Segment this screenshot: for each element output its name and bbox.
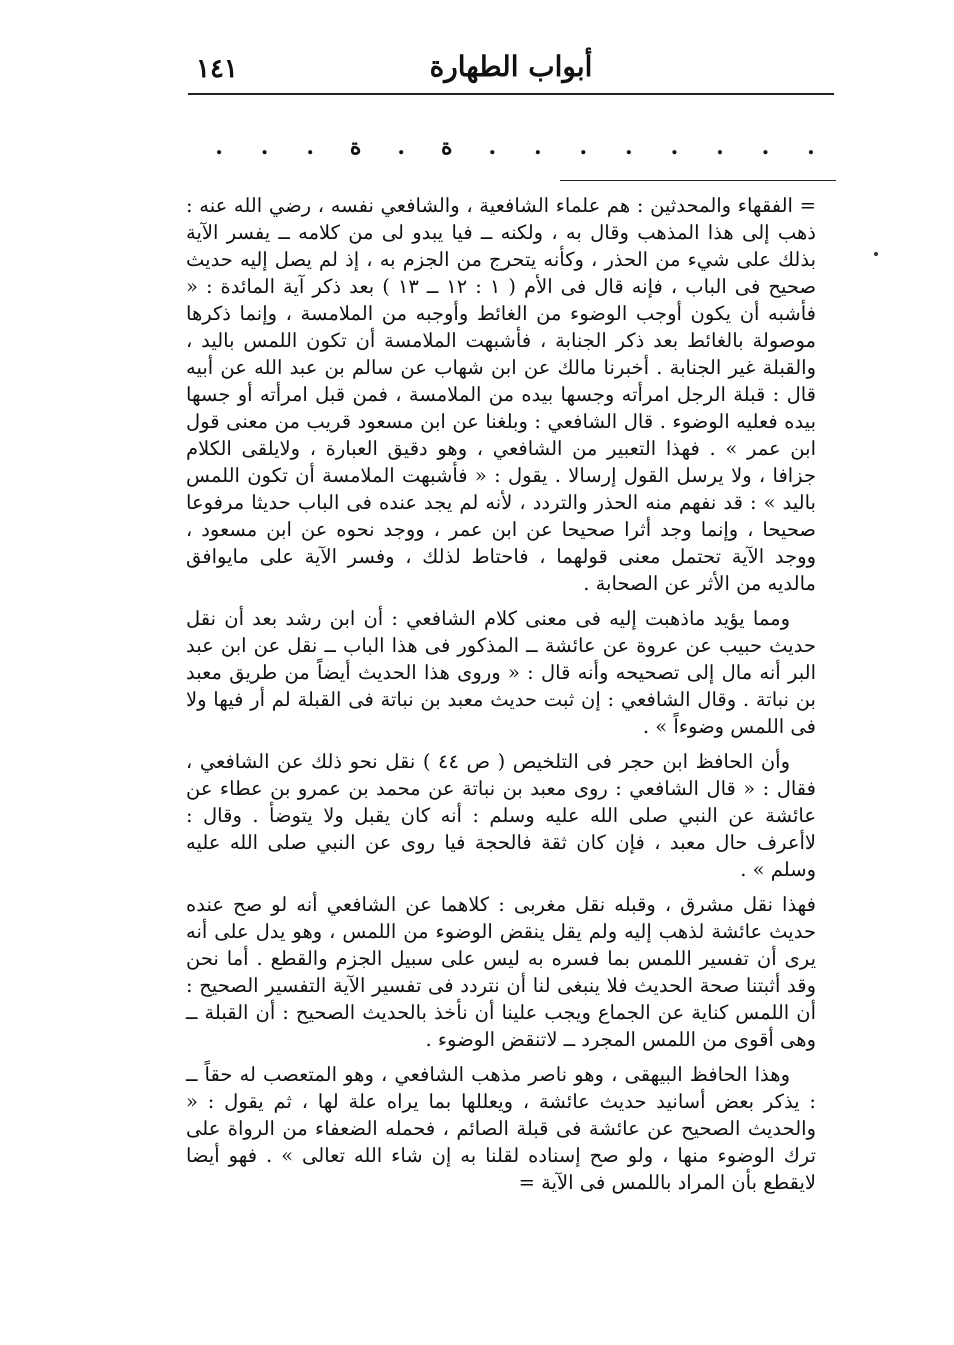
- separator-dot: .: [306, 134, 314, 160]
- separator-dot: ة: [349, 134, 362, 160]
- scan-speck: [874, 252, 878, 256]
- page-number: ١٤١: [196, 54, 238, 84]
- separator-dot: .: [625, 134, 633, 160]
- separator-dot: .: [215, 134, 223, 160]
- separator-dot: .: [260, 134, 269, 160]
- separator-dot: .: [579, 134, 588, 160]
- separator-dot: .: [761, 134, 770, 160]
- paragraph: ومما يؤيد ماذهبت إليه فى معنى كلام الشافعي : أن ابن رشد بعد أن نقل حديث حبيب عن عروة عن عائشة ــ المذكور فى هذا الباب ــ نقل عن ابن عبد البر أنه مال إلى تصحيحه وأنه قال : « وروى هذا الحديث أيضاً من طريق معبد بن نباتة . وقال الشافعي : إن ثبت حديث معبد بن نباتة فى القبلة لم أر فيها ولا فى اللمس وضوءاً » .: [186, 607, 816, 738]
- separator-dot: .: [716, 134, 724, 160]
- separator-dot: .: [488, 134, 497, 160]
- header-rule: [188, 93, 834, 95]
- paragraph: فهذا نقل مشرق ، وقبله نقل مغربى : كلاهما عن الشافعي أنه لو صح عنده حديث عائشة لذهب إليه ولم يقل ينقض الوضوء من اللمس ، وهو يدل على أنه يرى أن تفسير اللمس بما فسره به ليس على سبيل الجزم والقطع . أما نحن وقد أثبتنا صحة الحديث فلا ينبغى لنا أن نتردد فى تفسير الآية التفسير الصحيح : أن اللمس كناية عن الجماع ويجب علينا أن نأخذ بالحديث الصحيح : أن القبلة ــ وهى أقوى من اللمس المجرد ــ لاتنقض الوضوء .: [186, 893, 816, 1051]
- footnote-rule: [560, 180, 836, 181]
- paragraph: وهذا الحافظ البيهقى ، وهو ناصر مذهب الشافعي ، وهو المتعصب له حقاً ــ : يذكر بعض أسانيد حديث عائشة ، ويعللها بما يراه علة لها ، ثم يقول : « والحديث الصحيح عن عائشة فى قبلة الصائم ، فحمله الضعفاء من الرواة على ترك الوضوء منها ، ولو صح إسناده لقلنا به إن شاء الله تعالى » . فهو أيضا لايقطع بأن المراد باللمس فى الآية =: [186, 1063, 816, 1194]
- page-header: [188, 48, 834, 92]
- page-title: أبواب الطهارة: [429, 50, 593, 83]
- separator-dot: .: [670, 134, 679, 160]
- separator-dots: [210, 134, 820, 160]
- paragraph: = الفقهاء والمحدثين : هم علماء الشافعية ، والشافعي نفسه ، رضي الله عنه : ذهب إلى هذا المذهب وقال به ، ولكنه ــ فيا يبدو لى من كلامه ــ يفسر الآية بذلك على شيء من الحذر ، وكأنه يتحرج من الجزم به ، إذ لم يصل إليه حديث صحيح فى الباب ، فإنه قال فى الأم ( ١ : ١٢ ــ ١٣ ) بعد ذكر آية المائدة : « فأشبه أن يكون أوجب الوضوء من الغائط وأوجبه من الملامسة ، وإنما ذكرها موصولة بالغائط بعد ذكر الجنابة ، فأشبهت الملامسة أن تكون اللمس باليد ، والقبلة غير الجنابة . أخبرنا مالك عن ابن شهاب عن سالم بن عبد الله عن أبيه قال : قبلة الرجل امرأته وجسها بيده من الملامسة ، فمن قبل امرأته أو جسها بيده فعليه الوضوء . قال الشافعي : وبلغنا عن ابن مسعود قريب من معنى قول ابن عمر » . فهذا التعبير من الشافعي ، وهو دقيق العبارة ، ولايلقى الكلام جزافا ، ولا يرسل القول إرسالا . يقول : « فأشبهت الملامسة أن تكون اللمس باليد » : قد نفهم منه الحذر والتردد ، لأنه لم يجد عنده فى الباب حديثا مرفوعا صحيحا ، وإنما وجد أثرا صحيحا عن ابن عمر ، ووجد نحوه عن ابن مسعود ، ووجد الآية تحتمل معنى قولهما ، فاحتاط لذلك ، وفسر الآية على مايوافق مالديه من الأثر عن الصحابة .: [186, 194, 817, 595]
- separator-dot: .: [533, 134, 542, 160]
- separator-dot: ة: [440, 134, 453, 160]
- paragraph: وأن الحافظ ابن حجر فى التلخيص ( ص ٤٤ ) نقل نحو ذلك عن الشافعي ، فقال : « قال الشافعي : روى معبد بن نباتة عن محمد بن عمرو بن عطاء عن عائشة عن النبي صلى الله عليه وسلم : أنه كان يقبل ولا يتوضأ . وقال : لاأعرف حال معبد ، فإن كان ثقة فالحجة فيا روى عن النبي صلى الله عليه وسلم » .: [186, 750, 816, 881]
- separator-dot: .: [397, 134, 406, 160]
- separator-dot: .: [807, 134, 815, 160]
- footnote-text: [186, 192, 816, 1204]
